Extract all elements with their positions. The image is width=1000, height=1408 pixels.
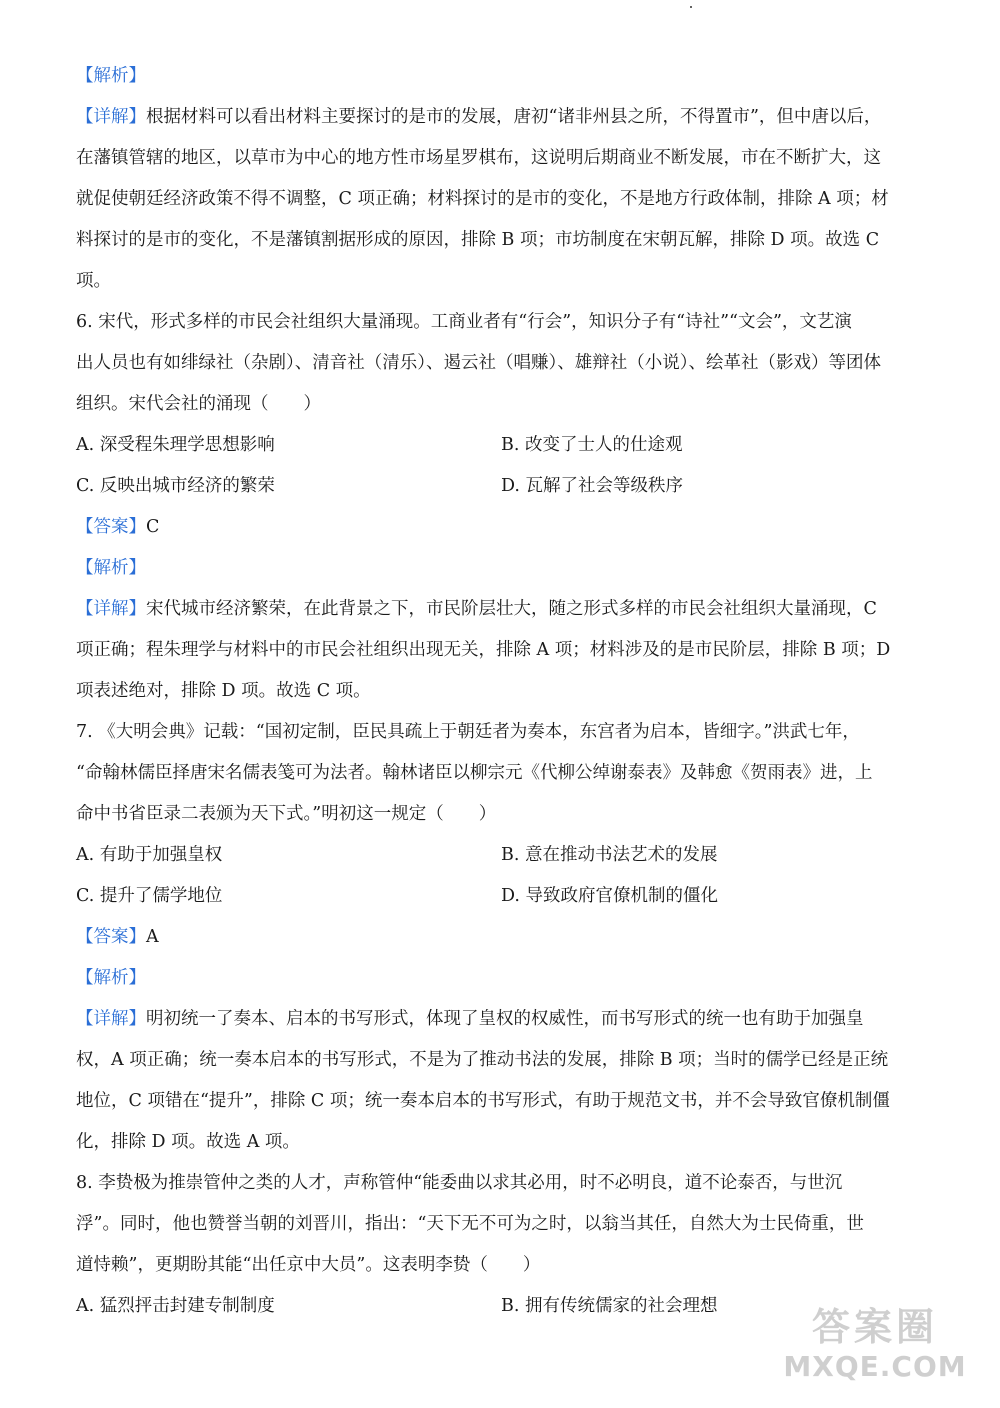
q7-option-b: B. 意在推动书法艺术的发展 — [501, 845, 718, 865]
watermark-logo — [770, 1304, 980, 1394]
q5-detail-line: 项。 — [76, 271, 111, 291]
document-page — [76, 56, 926, 1327]
q7-stem-line: 命中书省臣录二表颁为天下式。”明初这一规定（ ） — [76, 804, 497, 824]
q7-detail-line: 化，排除 D 项。故选 A 项。 — [76, 1132, 300, 1152]
q7-stem-line: “命翰林儒臣择唐宋名儒表笺可为法者。翰林诸臣以柳宗元《代柳公绰谢泰表》及韩愈《贺雨表》进，上 — [76, 763, 873, 783]
q6-analysis-heading: 【解析】 — [76, 558, 146, 578]
q8-stem-line: 浮”。同时，他也赞誉当朝的刘晋川，指出：“天下无不可为之时，以翁当其任，自然大为士民倚重，世 — [76, 1214, 864, 1234]
q5-detail-line: 料探讨的是市的变化，不是藩镇割据形成的原因，排除 B 项；市坊制度在宋朝瓦解，排除 D 项。故选 C — [76, 230, 880, 250]
q7-options-row — [76, 876, 926, 917]
q6-option-a: A. 深受程朱理学思想影响 — [76, 435, 275, 455]
q6-options-row — [76, 466, 926, 507]
q7-answer: 【答案】A — [76, 927, 159, 947]
q8-stem-line: 8. 李贽极为推崇管仲之类的人才，声称管仲“能委曲以求其必用，时不必明良，道不论泰否，与世沉 — [76, 1173, 843, 1193]
q5-analysis-heading: 【解析】 — [76, 66, 146, 86]
q6-detail-line: 【详解】宋代城市经济繁荣，在此背景之下，市民阶层壮大，随之形式多样的市民会社组织大量涌现，C — [76, 599, 877, 619]
q7-detail-line: 权，A 项正确；统一奏本启本的书写形式，不是为了推动书法的发展，排除 B 项；当时的儒学已经是正统 — [76, 1050, 889, 1070]
q6-stem-line: 组织。宋代会社的涌现（ ） — [76, 394, 321, 414]
q6-detail-line: 项表述绝对，排除 D 项。故选 C 项。 — [76, 681, 371, 701]
q7-option-a: A. 有助于加强皇权 — [76, 845, 223, 865]
q6-options-row — [76, 425, 926, 466]
q8-option-a: A. 猛烈抨击封建专制制度 — [76, 1296, 275, 1316]
stray-dot — [690, 6, 692, 8]
q6-option-d: D. 瓦解了社会等级秩序 — [501, 476, 684, 496]
q6-option-b: B. 改变了士人的仕途观 — [501, 435, 683, 455]
q7-detail-line: 地位，C 项错在“提升”，排除 C 项；统一奏本启本的书写形式，有助于规范文书，并不会导致官僚机制僵 — [76, 1091, 890, 1111]
q7-option-d: D. 导致政府官僚机制的僵化 — [501, 886, 719, 906]
q7-option-c: C. 提升了儒学地位 — [76, 886, 223, 906]
q7-options-row — [76, 835, 926, 876]
q7-analysis-heading: 【解析】 — [76, 968, 146, 988]
q8-option-b: B. 拥有传统儒家的社会理想 — [501, 1296, 718, 1316]
q5-detail-line: 在藩镇管辖的地区，以草市为中心的地方性市场星罗棋布，这说明后期商业不断发展，市在不断扩大，这 — [76, 148, 881, 168]
q7-detail-line: 【详解】明初统一了奏本、启本的书写形式，体现了皇权的权威性，而书写形式的统一也有助于加强皇 — [76, 1009, 864, 1029]
q6-option-c: C. 反映出城市经济的繁荣 — [76, 476, 275, 496]
q5-detail-line: 【详解】根据材料可以看出材料主要探讨的是市的发展，唐初“诸非州县之所，不得置市”，但中唐以后， — [76, 107, 882, 127]
q6-answer: 【答案】C — [76, 517, 160, 537]
watermark-bottom-text: MXQE.COM — [783, 1350, 967, 1383]
q7-stem-line: 7. 《大明会典》记载：“国初定制，臣民具疏上于朝廷者为奏本，东宫者为启本，皆细字。”洪武七年， — [76, 722, 860, 742]
watermark-top-text: 答案圈 — [811, 1305, 938, 1349]
q6-stem-line: 6. 宋代，形式多样的市民会社组织大量涌现。工商业者有“行会”，知识分子有“诗社”“文会”，文艺演 — [76, 312, 852, 332]
q5-detail-line: 就促使朝廷经济政策不得不调整，C 项正确；材料探讨的是市的变化，不是地方行政体制，排除 A 项；材 — [76, 189, 889, 209]
q8-stem-line: 道恃赖”，更期盼其能“出任京中大员”。这表明李贽（ ） — [76, 1255, 541, 1275]
q6-stem-line: 出人员也有如绯绿社（杂剧）、清音社（清乐）、遏云社（唱赚）、雄辩社（小说）、绘革社（影戏）等团体 — [76, 353, 881, 373]
q6-detail-line: 项正确；程朱理学与材料中的市民会社组织出现无关，排除 A 项；材料涉及的是市民阶层，排除 B 项；D — [76, 640, 891, 660]
